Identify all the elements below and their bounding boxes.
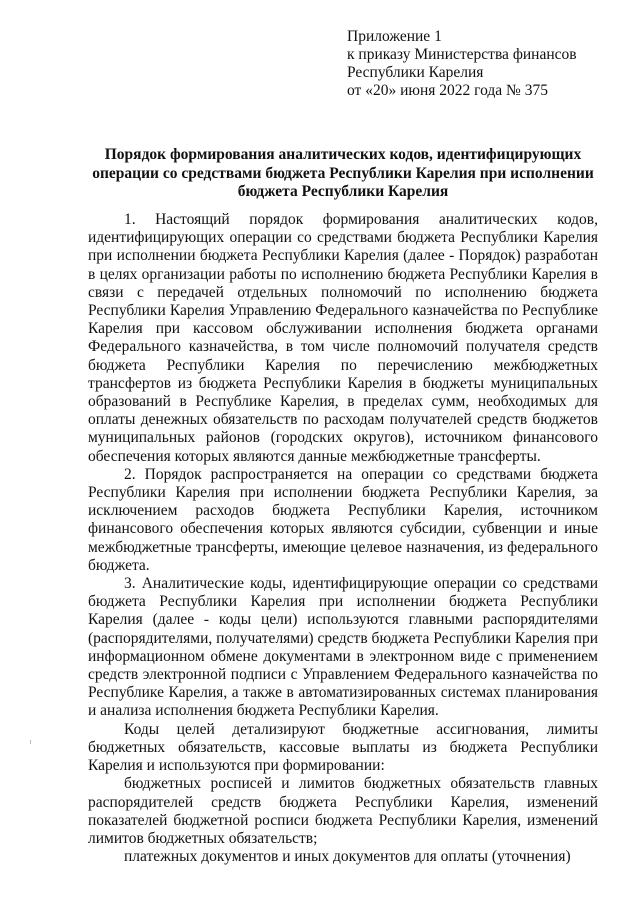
paragraph-1: 1. Настоящий порядок формирования аналитических кодов, идентифицирующих операции со средствами бюджета Республики Карелия при исполнении бюджета Республики Карелия (далее - Порядок) разработан в целях организации работы по исполнению бюджета Республики Карелия в связи с передачей отдельных полномочий по исполнению бюджета Республики Карелия Управлению Федерального казначейства по Республике Карелия при кассовом обслуживании исполнения бюджета органами Федерального казначейства, в том числе полномочий получателя средств бюджета Республики Карелия по перечислению межбюджетных трансфертов из бюджета Республики Карелия в бюджеты муниципальных образований в Республике Карелия, в пределах сумм, необходимых для оплаты денежных обязательств по расходам получателей средств бюджетов муниципальных районов (городских округов), источником финансового обеспечения которых являются данные межбюджетные трансферты. (88, 211, 598, 465)
appendix-line-1: Приложение 1 (347, 28, 442, 45)
title-line-3: бюджета Республики Карелия (237, 183, 449, 200)
appendix-line-4: от «20» июня 2022 года № 375 (347, 82, 548, 99)
title-line-1: Порядок формирования аналитических кодов, идентифицирующих (104, 146, 582, 163)
document-body (88, 211, 598, 866)
appendix-line-2: к приказу Министерства финансов (347, 46, 577, 63)
paragraph-2: 2. Порядок распространяется на операции со средствами бюджета Республики Карелия при исполнении бюджета Республики Карелия, за исключением расходов бюджета Республики Карелия, источником финансового обеспечения которых являются субсидии, субвенции и иные межбюджетные трансферты, имеющие целевое назначения, из федерального бюджета. (88, 465, 598, 574)
title-line-2: операции со средствами бюджета Республики Карелия при исполнении (92, 164, 594, 182)
appendix-header (347, 28, 617, 100)
paragraph-4: Коды целей детализируют бюджетные ассигнования, лимиты бюджетных обязательств, кассовые выплаты из бюджета Республики Карелия и используются при формировании: (88, 720, 598, 775)
paragraph-5: бюджетных росписей и лимитов бюджетных обязательств главных распорядителей средств бюджета Республики Карелия, изменений показателей бюджетной росписи бюджета Республики Карелия, изменений лимитов бюджетных обязательств; (88, 775, 598, 847)
paragraph-3: 3. Аналитические коды, идентифицирующие операции со средствами бюджета Республики Карелия при исполнении бюджета Республики Карелия (далее - коды цели) используются главными распорядителями (распорядителями, получателями) средств бюджета Республики Карелия при информационном обмене документами в электронном виде с применением средств электронной подписи с Управлением Федерального казначейства по Республике Карелия, а также в автоматизированных системах планирования и анализа исполнения бюджета Республики Карелия. (88, 575, 598, 720)
document-title (88, 146, 598, 202)
appendix-line-3: Республики Карелия (347, 64, 484, 81)
scan-edge-mark (30, 740, 31, 744)
paragraph-6: платежных документов и иных документов для оплаты (уточнения) (124, 848, 571, 866)
